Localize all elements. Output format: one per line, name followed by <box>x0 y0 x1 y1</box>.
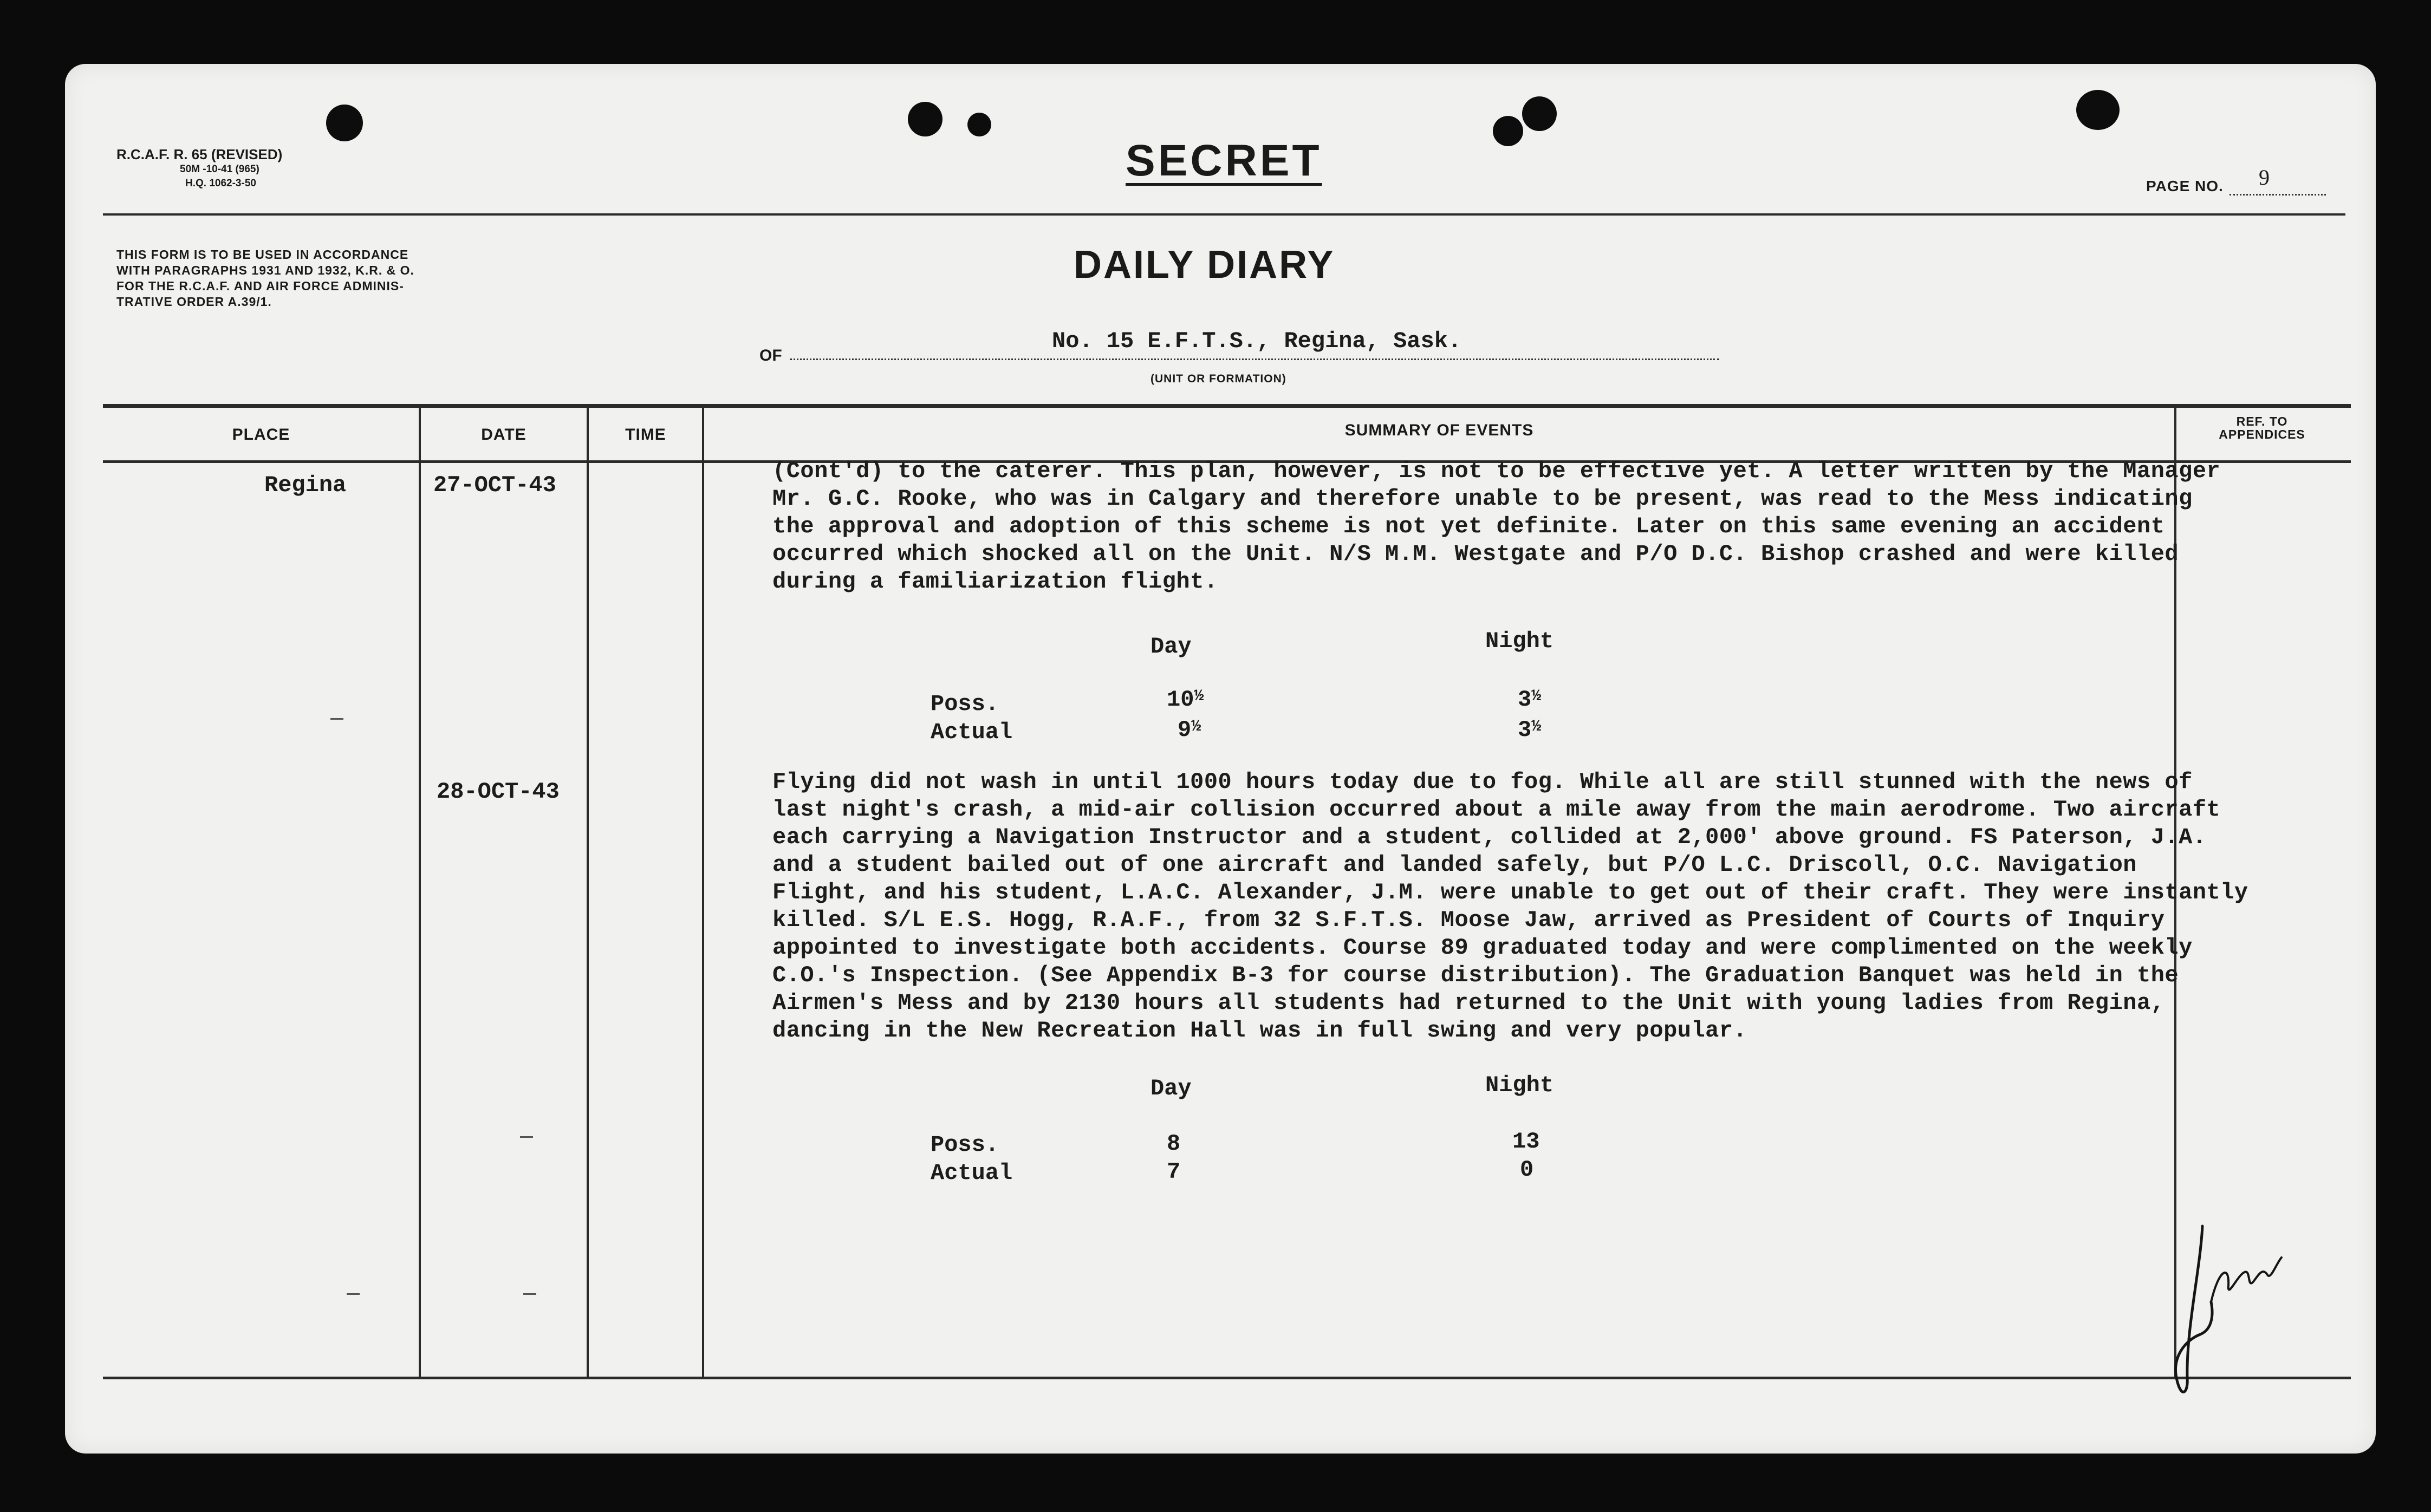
summary-line: C.O.'s Inspection. (See Appendix B-3 for course distribution). The Graduation Banquet was held in the <box>772 962 2179 988</box>
stats-night-value: 0 <box>1520 1157 1534 1183</box>
stats-value-whole: 3 <box>1518 687 1532 713</box>
page-number-underline <box>2230 194 2326 195</box>
faint-mark <box>520 1136 533 1138</box>
summary-line: last night's crash, a mid-air collision occurred about a mile away from the main aerodrome. Two aircraft <box>772 797 2221 823</box>
column-header-summary: SUMMARY OF EVENTS <box>1344 421 1534 439</box>
punch-hole <box>1493 116 1523 146</box>
summary-line: the approval and adoption of this scheme is not yet definite. Later on this same evening an accident <box>772 513 2165 539</box>
stats-night-value: 13 <box>1512 1129 1540 1155</box>
column-header-ref <box>2176 415 2348 441</box>
punch-hole <box>326 105 363 141</box>
summary-line: Airmen's Mess and by 2130 hours all students had returned to the Unit with young ladies from Regina, <box>772 990 2165 1016</box>
summary-line: Flying did not wash in until 1000 hours today due to fog. While all are still stunned with the news of <box>772 769 2193 795</box>
instruction-line: THIS FORM IS TO BE USED IN ACCORDANCE <box>116 247 409 262</box>
stats-day-header: Day <box>1150 1076 1192 1102</box>
stats-value-fraction: ½ <box>1194 687 1204 706</box>
summary-line: (Cont'd) to the caterer. This plan, however, is not to be effective yet. A letter written by the Manager <box>772 458 2221 484</box>
entry-place: Regina <box>264 472 347 498</box>
summary-line: each carrying a Navigation Instructor and a student, collided at 2,000' above ground. FS Paterson, J.A. <box>772 824 2207 850</box>
stats-value-whole: 9 <box>1178 717 1192 743</box>
punch-hole <box>967 113 991 136</box>
stats-day-value: 7 <box>1167 1159 1181 1185</box>
stats-row-label: Actual <box>931 719 1013 745</box>
stats-value-fraction: ½ <box>1531 687 1542 706</box>
column-divider <box>587 406 589 1378</box>
page-number: 9 <box>2259 165 2270 190</box>
unit-underline <box>790 359 1719 360</box>
stats-night-value <box>1518 687 1541 713</box>
summary-line: occurred which shocked all on the Unit. N/S M.M. Westgate and P/O D.C. Bishop crashed and were killed <box>772 541 2179 567</box>
column-header-date: DATE <box>481 426 526 444</box>
stats-row-label: Poss. <box>931 1132 999 1158</box>
summary-line: Flight, and his student, L.A.C. Alexander, J.M. were unable to get out of their craft. They were instantly <box>772 879 2248 905</box>
of-label: OF <box>759 347 782 364</box>
instruction-line: FOR THE R.C.A.F. AND AIR FORCE ADMINIS- <box>116 279 404 293</box>
column-divider <box>419 406 421 1378</box>
stats-day-value <box>1167 687 1204 713</box>
stats-value-whole: 3 <box>1518 717 1532 743</box>
stats-row-label: Actual <box>931 1160 1013 1186</box>
page-title: DAILY DIARY <box>1074 243 1335 286</box>
column-header-time: TIME <box>625 426 666 444</box>
signature-mark <box>2148 1204 2311 1410</box>
form-instructions <box>116 247 414 310</box>
ref-header-line: REF. TO <box>2236 414 2288 428</box>
stats-day-value <box>1178 717 1201 743</box>
form-reference-hq: H.Q. 1062-3-50 <box>185 178 256 189</box>
stats-night-header: Night <box>1485 628 1554 654</box>
signature-text <box>2226 1244 2227 1245</box>
column-header-place: PLACE <box>232 426 290 444</box>
summary-line: during a familiarization flight. <box>772 569 1218 595</box>
form-reference-print: 50M -10-41 (965) <box>180 164 259 175</box>
stats-value-whole: 10 <box>1167 687 1194 713</box>
summary-line: appointed to investigate both accidents. Course 89 graduated today and were complimented on the weekly <box>772 935 2193 961</box>
summary-line: Mr. G.C. Rooke, who was in Calgary and therefore unable to be present, was read to the Mess indicating <box>772 486 2193 512</box>
faint-mark <box>347 1293 360 1295</box>
page-number-label: PAGE NO. <box>2146 178 2224 194</box>
punch-hole <box>1522 96 1557 131</box>
stats-day-value: 8 <box>1167 1131 1181 1157</box>
stats-day-header: Day <box>1150 634 1192 660</box>
table-top-rule <box>103 404 2351 408</box>
instruction-line: TRATIVE ORDER A.39/1. <box>116 295 272 309</box>
table-bottom-rule <box>103 1377 2351 1379</box>
unit-caption: (UNIT OR FORMATION) <box>1150 373 1286 385</box>
summary-line: killed. S/L E.S. Hogg, R.A.F., from 32 S.F.T.S. Moose Jaw, arrived as President of Courts of Inquiry <box>772 907 2165 933</box>
unit-name: No. 15 E.F.T.S., Regina, Sask. <box>1052 328 1462 354</box>
stats-night-header: Night <box>1485 1072 1554 1098</box>
stats-value-fraction: ½ <box>1191 718 1201 736</box>
faint-mark <box>330 718 343 720</box>
faint-mark <box>523 1293 536 1295</box>
entry-date: 27-OCT-43 <box>433 472 556 498</box>
stats-value-fraction: ½ <box>1531 718 1542 736</box>
instruction-line: WITH PARAGRAPHS 1931 AND 1932, K.R. & O. <box>116 263 414 277</box>
punch-hole <box>2076 90 2120 130</box>
stats-row-label: Poss. <box>931 691 999 717</box>
punch-hole <box>908 102 942 136</box>
ref-header-line: APPENDICES <box>2219 427 2305 441</box>
column-divider <box>702 406 704 1378</box>
entry-date: 28-OCT-43 <box>437 779 560 805</box>
form-reference: R.C.A.F. R. 65 (REVISED) <box>116 146 283 162</box>
diary-form-sheet <box>65 64 2376 1454</box>
summary-line: and a student bailed out of one aircraft and landed safely, but P/O L.C. Driscoll, O.C. Navigation <box>772 852 2137 878</box>
summary-line: dancing in the New Recreation Hall was in full swing and very popular. <box>772 1018 1747 1044</box>
header-rule <box>103 213 2345 216</box>
classification-stamp: SECRET <box>1126 136 1322 185</box>
stats-night-value <box>1518 717 1541 743</box>
